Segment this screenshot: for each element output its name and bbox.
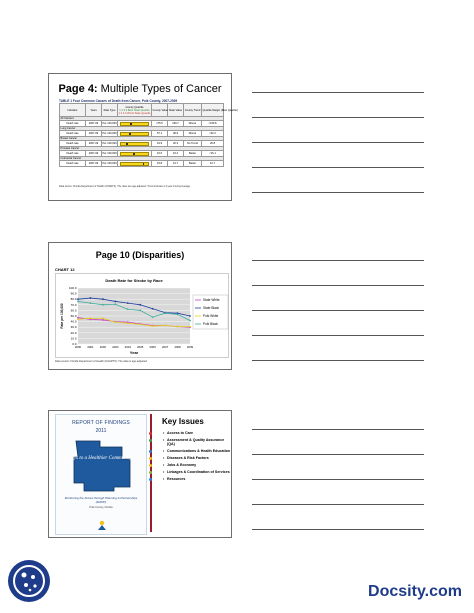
key-issues-title: Key Issues (162, 417, 204, 426)
note-line (252, 310, 424, 311)
cell-state-value: 14.7 (168, 161, 184, 167)
note-line (252, 117, 424, 118)
y-tick-label: 90.0 (70, 291, 77, 296)
y-tick-label: 30.0 (70, 325, 77, 330)
x-axis-label: Year (129, 350, 139, 355)
slide-multiple-types-of-cancer (48, 73, 238, 201)
y-tick-label: 0.0 (72, 342, 77, 346)
x-tick-label: 2008 (174, 345, 181, 349)
data-point (177, 326, 179, 328)
legend-label: Polk White (203, 314, 219, 319)
docsity-brand-link[interactable]: Docsity.com (368, 583, 462, 600)
data-point (77, 318, 79, 320)
table-header-row (60, 104, 224, 117)
quartile-bar (120, 122, 149, 126)
y-tick-label: 20.0 (70, 330, 77, 335)
header-cell: Years (86, 104, 102, 117)
timeline-dot-icon (149, 464, 152, 467)
data-point (139, 304, 141, 306)
note-line (252, 142, 424, 143)
cell-margin: 20.8 (202, 141, 224, 147)
key-issue-label: Resources (167, 477, 186, 481)
cell-state-value: 48.9 (168, 131, 184, 137)
data-point (139, 310, 141, 312)
data-point (189, 326, 191, 328)
cell-years: 2007-09 (86, 151, 102, 157)
y-tick-label: 70.0 (70, 302, 77, 307)
data-point (77, 301, 79, 303)
cell-county-value: 16.6 (152, 151, 168, 157)
header-cell: County Value (152, 104, 168, 117)
cell-state-value: 16.2 (168, 151, 184, 157)
x-tick-label: 2006 (149, 345, 156, 349)
county-map-image (70, 437, 134, 493)
header-label: County Quartile (125, 105, 144, 109)
x-tick-label: 2004 (124, 345, 131, 349)
cover-title: REPORT OF FINDINGS (72, 420, 130, 426)
note-line (252, 260, 424, 261)
timeline-dot-icon (149, 439, 152, 442)
cell-county-value: 15.8 (152, 161, 168, 167)
key-issue-label: Access to Care (167, 431, 193, 435)
data-point (152, 325, 154, 327)
cell-years: 2007-09 (86, 131, 102, 137)
timeline-dot-icon (149, 471, 152, 474)
cancer-table (59, 103, 238, 167)
note-line (252, 429, 424, 430)
report-cover (55, 414, 147, 535)
cover-year: 2011 (95, 428, 107, 434)
bullet-icon: • (163, 449, 165, 453)
data-point (127, 302, 129, 304)
header-cell (118, 104, 152, 117)
cell-trend: Worse (184, 121, 202, 127)
cell-state-value: 20.3 (168, 141, 184, 147)
data-point (152, 316, 154, 318)
cell-years: 2007-09 (86, 141, 102, 147)
y-tick-label: 100.0 (68, 286, 77, 290)
cover-org: Polk County, Florida (89, 506, 113, 509)
cell-margin: <16.1 (202, 151, 224, 157)
cover-subtitle: Monitoring the Future through Planning & Partnerships (MAPP) (64, 496, 138, 504)
quartile-marker (130, 123, 132, 125)
cell-rate-type: Per 100,000 (102, 122, 117, 125)
header-cell: State Value (168, 104, 184, 117)
cell-rate-type: Per 100,000 (102, 152, 117, 155)
quartile-bar (120, 142, 149, 146)
note-line (252, 479, 424, 480)
key-issues-list (153, 431, 231, 484)
quartile-legend-best: 1 2 3 4 Best State Quartile (119, 108, 150, 112)
cell-trend: Better (184, 151, 202, 157)
quartile-bar (120, 132, 149, 136)
cell-margin: <42.2 (202, 131, 224, 137)
key-issue-label: Assessment & Quality Assurance (QA) (167, 438, 225, 446)
cell-margin: 12.7 (202, 161, 224, 167)
section-label: Colorectal Cancer (60, 157, 224, 161)
timeline-dot-icon (149, 457, 152, 460)
y-tick-label: 10.0 (70, 336, 77, 341)
header-cell: Quartile Margin (Best Quartile) (202, 104, 224, 117)
key-issue-label: Linkages & Coordination of Services (167, 470, 230, 474)
cell-rate-type: Per 100,000 (102, 162, 117, 165)
note-line (252, 192, 424, 193)
cell-state-value: 160.7 (168, 121, 184, 127)
key-issue-item (153, 438, 231, 446)
data-point (127, 308, 129, 310)
x-tick-label: 2003 (112, 345, 119, 349)
bullet-icon: • (163, 456, 165, 460)
quartile-bar (120, 152, 149, 156)
legend-label: Polk Black (203, 322, 218, 327)
quartile-marker (129, 133, 131, 135)
data-point (177, 313, 179, 315)
x-tick-label: 2002 (99, 345, 107, 349)
x-tick-label: 2000 (74, 345, 82, 349)
cell-county-value: 175.5 (152, 121, 168, 127)
y-axis-label: Rate per 100,000 (60, 303, 64, 329)
timeline-dot-icon (149, 478, 152, 481)
slide-disparities (48, 242, 232, 370)
section-label: Prostate Cancer (60, 147, 224, 151)
slide-title: Page 10 (Disparities) (95, 250, 185, 260)
data-point (189, 320, 191, 322)
data-point (102, 298, 104, 300)
note-line (252, 504, 424, 505)
cell-indicator: Death rate (60, 131, 86, 137)
data-point (90, 302, 92, 304)
header-cell: Rate Type (102, 104, 118, 117)
key-issue-item (153, 431, 231, 435)
data-point (90, 297, 92, 299)
key-issue-label: Jobs & Economy (167, 463, 197, 467)
data-point (189, 315, 191, 317)
section-label: All Cancers (60, 117, 224, 121)
header-cell: County Trend (184, 104, 202, 117)
section-label: Lung Cancer (60, 127, 224, 131)
data-point (114, 303, 116, 305)
quartile-bar (120, 162, 149, 166)
bullet-icon: • (163, 438, 165, 442)
chart-label: CHART 12 (55, 267, 75, 272)
cover-map-text: Keys to a Healthier Community (68, 456, 132, 461)
bullet-icon: • (163, 477, 165, 481)
legend-label: State White (203, 298, 220, 303)
table-caption: TABLE 1 Four Common Causes of Death from Cancer, Polk County, 2007-2009 (59, 99, 178, 103)
y-tick-label: 50.0 (70, 314, 77, 318)
bullet-icon: • (163, 431, 165, 435)
key-issue-item (153, 470, 231, 474)
cell-margin: <150.8 (202, 121, 224, 127)
timeline-dot-icon (149, 432, 152, 435)
key-issue-item (153, 456, 231, 460)
quartile-marker (126, 143, 128, 145)
key-issue-item (153, 449, 231, 453)
data-point (90, 317, 92, 319)
key-issue-label: Diseases & Risk Factors (167, 456, 209, 460)
y-tick-label: 60.0 (70, 308, 77, 313)
docsity-logo-icon[interactable] (8, 560, 50, 602)
header-cell: Indicator (60, 104, 86, 117)
cell-years: 2007-09 (86, 161, 102, 167)
table-row (60, 161, 224, 167)
data-point (77, 317, 79, 319)
x-tick-label: 2009 (186, 345, 194, 349)
chart-source: Data source: Florida Department of Health (CHARTS). The data is age-adjusted. (55, 360, 148, 363)
x-tick-label: 2001 (87, 345, 94, 349)
y-tick-label: 40.0 (70, 319, 77, 324)
cell-rate-type: Per 100,000 (102, 142, 117, 145)
quartile-marker (143, 163, 145, 165)
data-point (77, 298, 79, 300)
data-point (114, 301, 116, 303)
note-line (252, 285, 424, 286)
data-point (139, 324, 141, 326)
cell-indicator: Death rate (60, 151, 86, 157)
data-point (102, 317, 104, 319)
bullet-icon: • (163, 463, 165, 467)
chart-title: Death Rate for Stroke by Race (105, 278, 163, 283)
quartile-marker (133, 153, 135, 155)
cell-quartile (118, 161, 152, 167)
cell-years: 2007-09 (86, 121, 102, 127)
cell-trend: Better (184, 161, 202, 167)
note-line (252, 529, 424, 530)
timeline-dot-icon (149, 450, 152, 453)
legend-label: State Black (203, 306, 220, 311)
stroke-chart (55, 273, 229, 358)
data-point (102, 319, 104, 321)
bullet-icon: • (163, 470, 165, 474)
section-label: Breast Cancer (60, 137, 224, 141)
logo-icon (96, 519, 108, 531)
quartile-legend-worst: 1 2 3 4 Worst State Quartile (118, 111, 151, 115)
key-issue-label: Communications & Health Education (167, 449, 231, 453)
cell-county-value: 19.9 (152, 141, 168, 147)
key-issue-item (153, 463, 231, 467)
data-point (152, 308, 154, 310)
cell-indicator: Death rate (60, 121, 86, 127)
note-line (252, 454, 424, 455)
slide-key-issues (48, 410, 232, 538)
note-line (252, 167, 424, 168)
cell-rate-type: Per 100,000 (102, 132, 117, 135)
cell-trend: No Trend (184, 141, 202, 147)
cell-trend: Worse (184, 131, 202, 137)
data-point (102, 304, 104, 306)
data-point (164, 325, 166, 327)
data-point (127, 322, 129, 324)
x-tick-label: 2005 (137, 345, 144, 349)
key-issue-item (153, 477, 231, 481)
cell-indicator: Death rate (60, 141, 86, 147)
data-point (164, 312, 166, 314)
cell-county-value: 57.1 (152, 131, 168, 137)
cell-indicator: Death rate (60, 161, 86, 167)
y-tick-label: 80.0 (70, 297, 77, 302)
table-source: Data source: Florida Department of Health (CHARTS). The rates are age-adjusted. Trend includes a 3-year moving average. (59, 185, 191, 188)
slide-title: Page 4: Multiple Types of Cancer (58, 83, 222, 95)
note-line (252, 360, 424, 361)
x-tick-label: 2007 (161, 345, 169, 349)
note-line (252, 335, 424, 336)
chart-svg (56, 274, 230, 359)
note-line (252, 92, 424, 93)
data-point (114, 321, 116, 323)
